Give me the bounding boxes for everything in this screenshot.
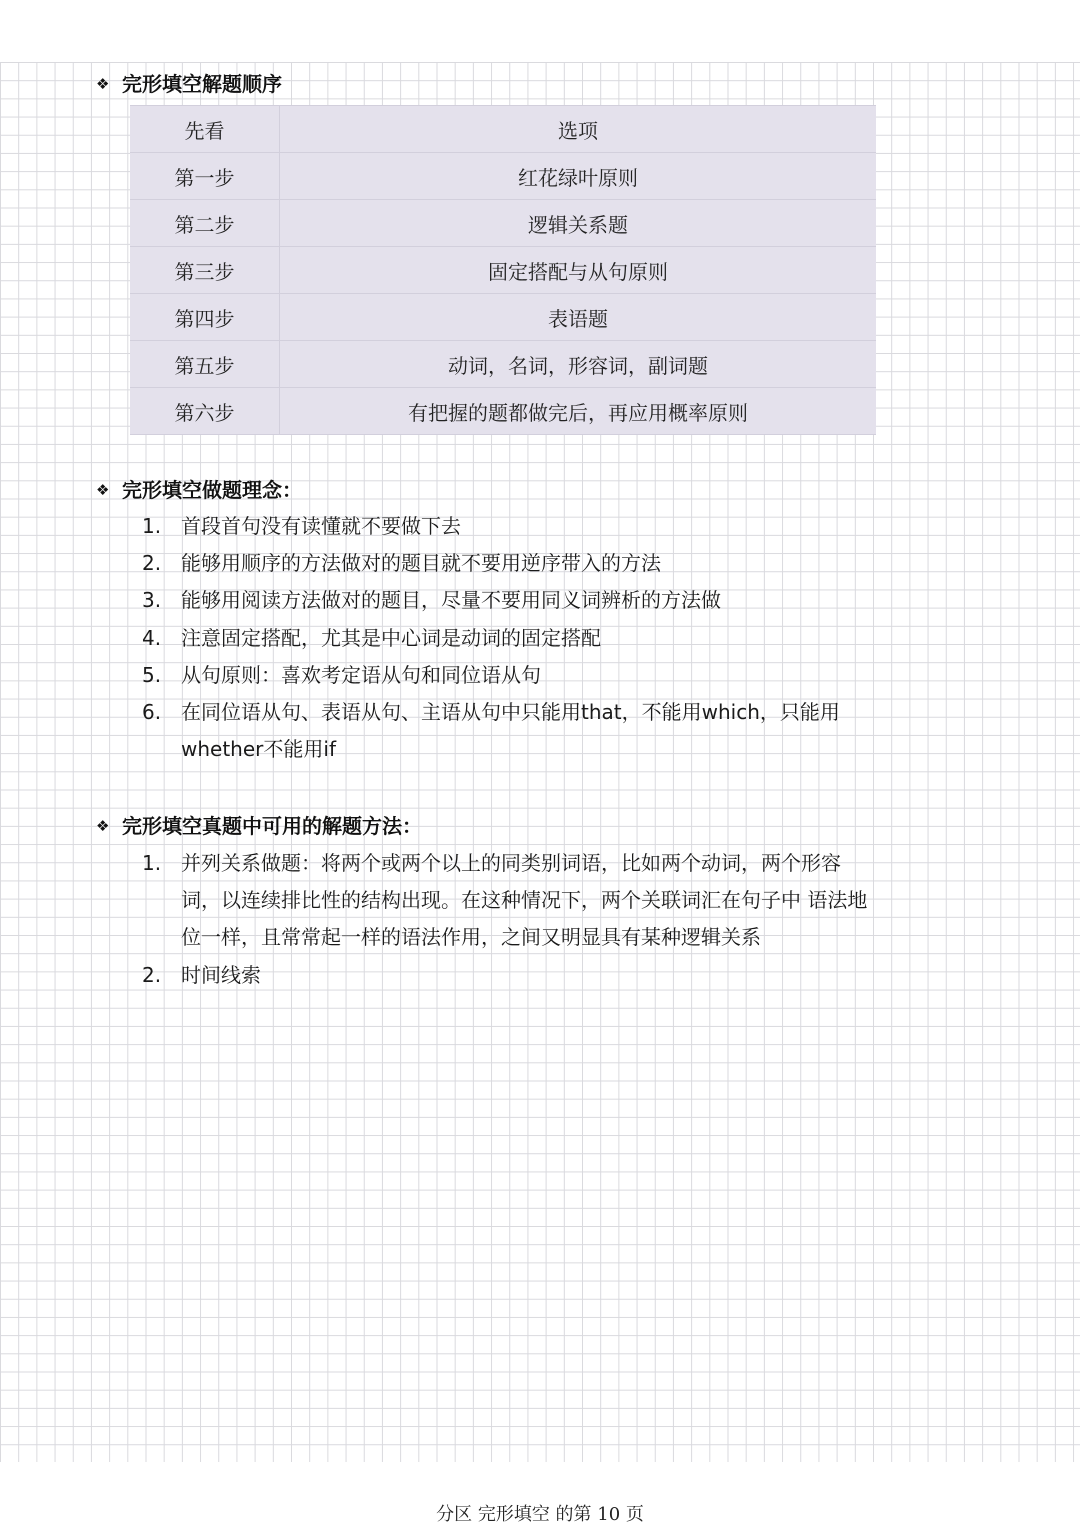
list-item <box>140 545 880 582</box>
list-item <box>140 657 880 694</box>
list-item <box>140 582 880 619</box>
option-cell: 固定搭配与从句原则 <box>280 247 877 294</box>
list-item <box>140 620 880 657</box>
list-item <box>140 845 880 957</box>
list-item <box>140 957 880 994</box>
list-number: 3. <box>142 588 162 613</box>
step-cell: 第三步 <box>130 247 280 294</box>
table-row <box>130 341 876 388</box>
table-row <box>130 247 876 294</box>
list-item <box>140 508 880 545</box>
table-header-cell: 选项 <box>280 106 877 153</box>
table-header-cell: 先看 <box>130 106 280 153</box>
list-text: 首段首句没有读懂就不要做下去 <box>181 514 461 538</box>
concepts-list <box>140 508 880 768</box>
list-text: 在同位语从句、表语从句、主语从句中只能用that，不能用which，只能用whether不能用if <box>181 700 840 762</box>
section-title: 完形填空做题理念： <box>122 478 302 502</box>
step-cell: 第六步 <box>130 388 280 435</box>
step-cell: 第五步 <box>130 341 280 388</box>
list-number: 5. <box>142 662 162 687</box>
list-text: 注意固定搭配，尤其是中心词是动词的固定搭配 <box>181 625 601 650</box>
list-text: 时间线索 <box>181 962 261 987</box>
table-header-row <box>130 106 876 153</box>
list-item <box>140 694 880 768</box>
option-cell: 有把握的题都做完后，再应用概率原则 <box>280 388 877 435</box>
diamond-bullet-icon: ❖ <box>96 817 110 835</box>
list-number: 2. <box>142 551 162 576</box>
diamond-bullet-icon: ❖ <box>96 75 110 93</box>
option-cell: 红花绿叶原则 <box>280 153 877 200</box>
option-cell: 逻辑关系题 <box>280 200 877 247</box>
list-number: 6. <box>142 700 162 725</box>
solving-order-table <box>130 105 876 435</box>
diamond-bullet-icon: ❖ <box>96 481 110 499</box>
page-footer: 分区 完形填空 的第 10 页 <box>436 1504 644 1525</box>
list-number: 1. <box>142 514 162 538</box>
list-number: 1. <box>142 851 162 875</box>
step-cell: 第四步 <box>130 294 280 341</box>
table-row <box>130 388 876 435</box>
list-text: 能够用阅读方法做对的题目，尽量不要用同义词辨析的方法做 <box>181 588 721 613</box>
option-cell: 表语题 <box>280 294 877 341</box>
section-heading-concepts <box>96 478 302 502</box>
section-heading-methods <box>96 814 422 838</box>
step-cell: 第二步 <box>130 200 280 247</box>
section-title: 完形填空真题中可用的解题方法： <box>122 814 422 838</box>
list-number: 4. <box>142 625 162 650</box>
option-cell: 动词，名词，形容词，副词题 <box>280 341 877 388</box>
table-row <box>130 294 876 341</box>
methods-list <box>140 845 880 994</box>
list-text: 能够用顺序的方法做对的题目就不要用逆序带入的方法 <box>181 551 661 576</box>
table-row <box>130 153 876 200</box>
list-number: 2. <box>142 962 162 987</box>
list-text: 从句原则：喜欢考定语从句和同位语从句 <box>181 662 541 687</box>
table-row <box>130 200 876 247</box>
list-text: 并列关系做题：将两个或两个以上的同类别词语，比如两个动词，两个形容词，以连续排比性的结构出现。在这种情况下，两个关联词汇在句子中 语法地位一样，且常常起一样的语法作用，之间又明显具有某种逻辑关系 <box>181 851 868 950</box>
section-title: 完形填空解题顺序 <box>122 72 282 96</box>
section-heading-order <box>96 72 282 96</box>
step-cell: 第一步 <box>130 153 280 200</box>
